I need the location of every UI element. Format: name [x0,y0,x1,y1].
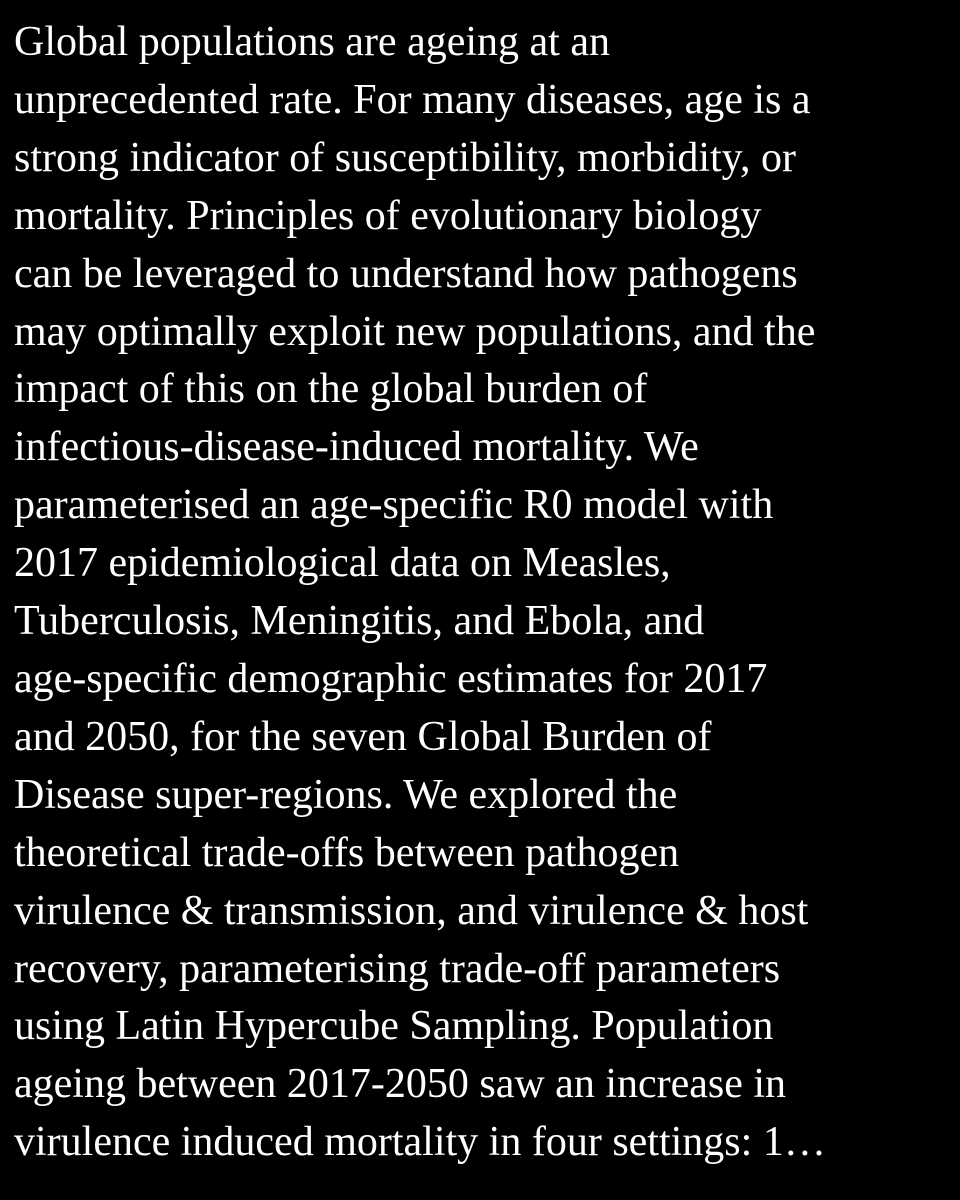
abstract-line: parameterised an age-specific R0 model with [14,482,774,529]
abstract-line: theoretical trade-offs between pathogen [14,829,680,876]
abstract-line: can be leveraged to understand how pathogens [14,250,798,297]
abstract-line: mortality. Principles of evolutionary biology [14,192,762,239]
abstract-line: and 2050, for the seven Global Burden of [14,713,712,760]
abstract-line: may optimally exploit new populations, and the [14,308,816,355]
abstract-line: strong indicator of susceptibility, morbidity, or [14,134,796,181]
abstract-line: recovery, parameterising trade-off parameters [14,945,781,992]
abstract-line: ageing between 2017-2050 saw an increase in [14,1061,787,1108]
abstract-line: unprecedented rate. For many diseases, age is a [14,76,811,123]
abstract-line: Disease super-regions. We explored the [14,771,678,818]
abstract-line: impact of this on the global burden of [14,366,648,413]
abstract-line: 2017 epidemiological data on Measles, [14,540,671,587]
abstract-line: Tuberculosis, Meningitis, and Ebola, and [14,598,705,645]
abstract-text [14,14,960,1172]
abstract-line: infectious-disease-induced mortality. We [14,424,699,471]
abstract-line: virulence induced mortality in four settings: 1… [14,1119,826,1166]
abstract-line: virulence & transmission, and virulence & host [14,887,809,934]
abstract-line: Global populations are ageing at an [14,19,610,65]
abstract-line: using Latin Hypercube Sampling. Population [14,1003,774,1050]
abstract-line: age-specific demographic estimates for 2017 [14,655,768,702]
